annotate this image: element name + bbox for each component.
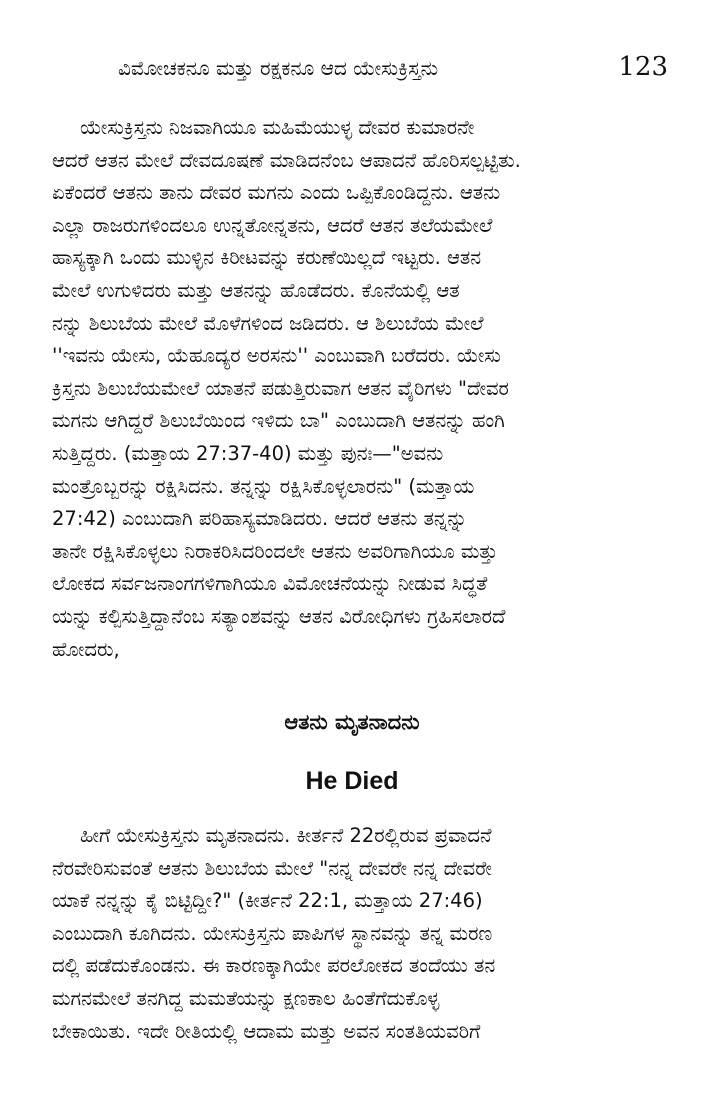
text-line: ಆದರೆ ಆತನ ಮೇಲೆ ದೇವದೂಷಣೆ ಮಾಡಿದನೆಂಬ ಆಪಾದನೆ ಹೊರಿಸಲ್ಪಟ್ಟಿತು.	[52, 148, 521, 172]
paragraph-1	[52, 112, 658, 666]
text-line: ಯೇಸುಕ್ರಿಸ್ತನು ನಿಜವಾಗಿಯೂ ಮಹಿಮೆಯುಳ್ಳ ದೇವರ ಕುಮಾರನೇ	[80, 116, 475, 139]
text-line: ತಾನೇ ರಕ್ಷಿಸಿಕೊಳ್ಳಲು ನಿರಾಕರಿಸಿದರಿಂದಲೇ ಆತನು ಅವರಿಗಾಗಿಯೂ ಮತ್ತು	[52, 539, 498, 563]
text-line: ''ಇವನು ಯೇಸು, ಯೆಹೂದ್ಯರ ಅರಸನು'' ಎಂಬುವಾಗಿ ಬರೆದರು. ಯೇಸು	[52, 344, 501, 368]
text-line: ಹೀಗೆ ಯೇಸುಕ್ರಿಸ್ತನು ಮೃತನಾದನು. ಕೀರ್ತನೆ 22ರಲ್ಲಿರುವ ಪ್ರವಾದನೆ	[80, 824, 492, 847]
text-line: 27:42) ಎಂಬುದಾಗಿ ಪರಿಹಾಸ್ಯಮಾಡಿದರು. ಆದರೆ ಆತನು ತನ್ನನ್ನು	[52, 507, 468, 531]
section-heading-english: He Died	[305, 767, 399, 795]
text-line: ಮೇಲೆ ಉಗುಳಿದರು ಮತ್ತು ಆತನನ್ನು ಹೊಡೆದರು. ಕೊನೆಯಲ್ಲಿ ಆತ	[52, 278, 460, 302]
text-line: ಹಾಸ್ಯಕ್ಕಾಗಿ ಒಂದು ಮುಳ್ಳಿನ ಕಿರೀಟವನ್ನು ಕರುಣೆಯಿಲ್ಲದೆ ಇಟ್ಟರು. ಆತನ	[52, 246, 482, 270]
text-line: ಮಂತ್ರೊಬ್ಬರನ್ನು ರಕ್ಷಿಸಿದನು. ತನ್ನನ್ನು ರಕ್ಷಿಸಿಕೊಳ್ಳಲಾರನು" (ಮತ್ತಾಯ	[52, 474, 475, 498]
page-header	[118, 52, 668, 92]
section-heading-kannada: ಆತನು ಮೃತನಾದನು	[284, 710, 420, 734]
text-line: ದಲ್ಲಿ ಪಡೆದುಕೊಂಡನು. ಈ ಕಾರಣಕ್ಕಾಗಿಯೇ ಪರಲೋಕದ ತಂದೆಯು ತನ	[52, 954, 496, 978]
text-line: ಯಾಕೆ ನನ್ನನ್ನು ಕೈ ಬಿಟ್ಟಿದ್ದೀ?" (ಕೀರ್ತನೆ 22:1, ಮತ್ತಾಯ 27:46)	[52, 889, 483, 913]
text-line: ಯನ್ನು ಕಲ್ಪಿಸುತ್ತಿದ್ದಾನೆಂಬ ಸತ್ಯಾಂಶವನ್ನು ಆತನ ವಿರೋಧಿಗಳು ಗ್ರಹಿಸಲಾರದೆ	[52, 604, 506, 628]
page-number: 123	[618, 52, 668, 82]
text-line: ನನ್ನು ಶಿಲುಬೆಯ ಮೇಲೆ ಮೊಳೆಗಳಿಂದ ಜಡಿದರು. ಆ ಶಿಲುಬೆಯ ಮೇಲೆ	[52, 311, 484, 335]
text-line: ನೆರವೇರಿಸುವಂತೆ ಆತನು ಶಿಲುಬೆಯ ಮೇಲೆ "ನನ್ನ ದೇವರೇ ನನ್ನ ದೇವರೇ	[52, 856, 492, 880]
paragraph-2	[52, 820, 658, 1048]
text-line: ಹೋದರು,	[52, 637, 120, 661]
text-line: ಸುತ್ತಿದ್ದರು. (ಮತ್ತಾಯ 27:37-40) ಮತ್ತು ಪುನಃ—"ಅವನು	[52, 441, 444, 465]
text-line: ಬೇಕಾಯಿತು. ಇದೇ ರೀತಿಯಲ್ಲಿ ಆದಾಮ ಮತ್ತು ಅವನ ಸಂತತಿಯವರಿಗೆ	[52, 1019, 481, 1043]
running-title: ವಿಮೋಚಕನೂ ಮತ್ತು ರಕ್ಷಕನೂ ಆದ ಯೇಸುಕ್ರಿಸ್ತನು	[118, 56, 439, 80]
text-line: ಕ್ರಿಸ್ತನು ಶಿಲುಬೆಯಮೇಲೆ ಯಾತನೆ ಪಡುತ್ತಿರುವಾಗ ಆತನ ವೈರಿಗಳು "ದೇವರ	[52, 376, 509, 400]
text-line: ಎಂಬುದಾಗಿ ಕೂಗಿದನು. ಯೇಸುಕ್ರಿಸ್ತನು ಪಾಪಿಗಳ ಸ್ಥಾನವನ್ನು ತನ್ನ ಮರಣ	[52, 921, 493, 945]
text-line: ಏಕೆಂದರೆ ಆತನು ತಾನು ದೇವರ ಮಗನು ಎಂದು ಒಪ್ಪಿಕೊಂಡಿದ್ದನು. ಆತನು	[52, 181, 501, 205]
text-line: ಎಲ್ಲಾ ರಾಜರುಗಳಿಂದಲೂ ಉನ್ನತೋನ್ನತನು, ಆದರೆ ಆತನ ತಲೆಯಮೇಲೆ	[52, 213, 493, 237]
text-line: ಮಗನು ಆಗಿದ್ದರೆ ಶಿಲುಬೆಯಿಂದ ಇಳಿದು ಬಾ" ಎಂಬುದಾಗಿ ಆತನನ್ನು ಹಂಗಿ	[52, 409, 505, 433]
text-line: ಲೋಕದ ಸರ್ವಜನಾಂಗಗಳಿಗಾಗಿಯೂ ವಿಮೋಚನೆಯನ್ನು ನೀಡುವ ಸಿದ್ಧತೆ	[52, 572, 488, 596]
text-line: ಮಗನಮೇಲೆ ತನಗಿದ್ದ ಮಮತೆಯನ್ನು ಕ್ಷಣಕಾಲ ಹಿಂತೆಗೆದುಕೊಳ್ಳ	[52, 986, 440, 1010]
